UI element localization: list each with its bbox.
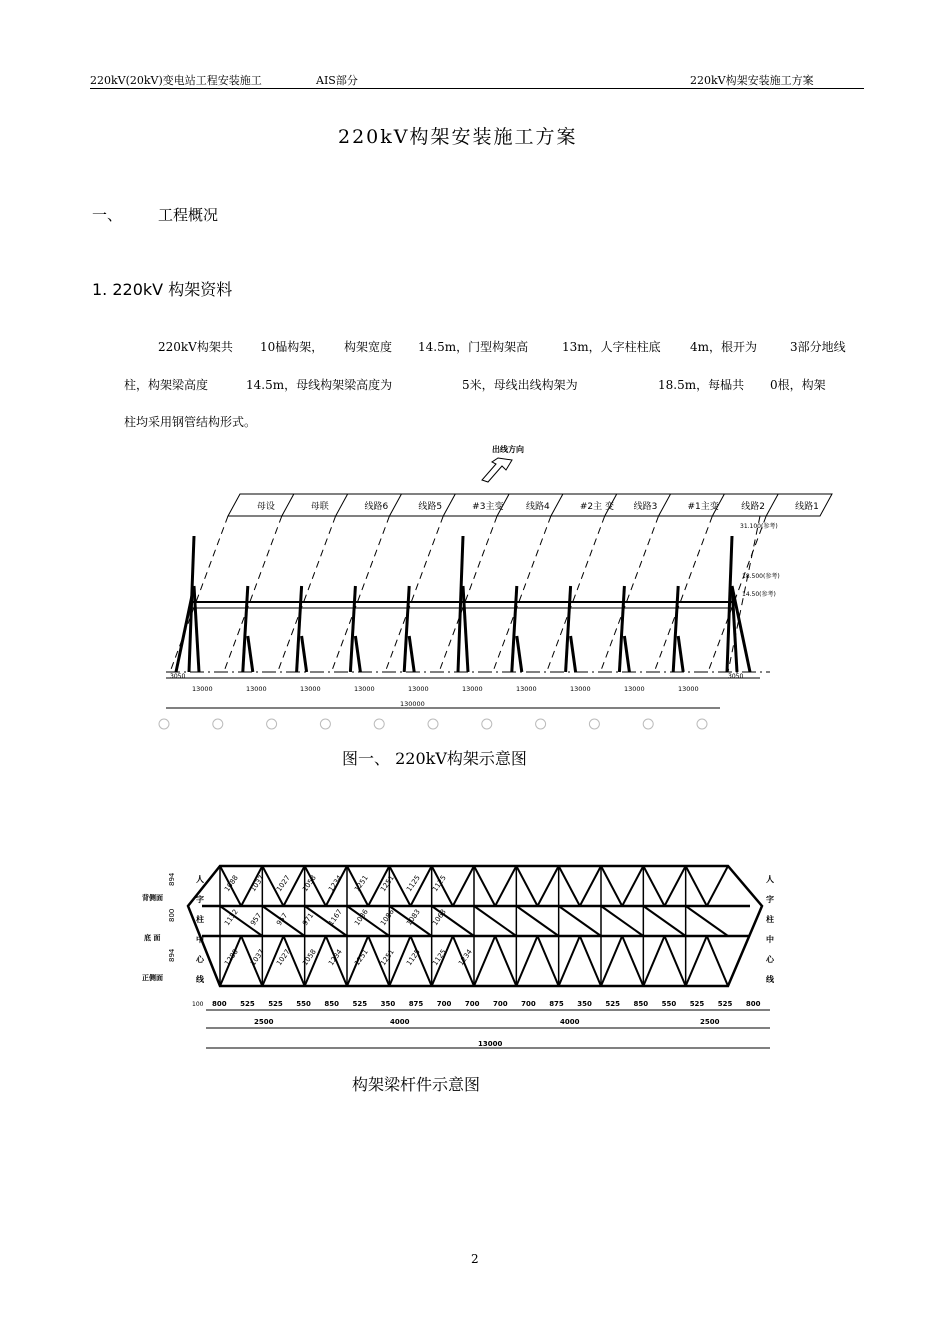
axis-circle [213, 719, 223, 729]
rod-label: 957 [275, 911, 290, 928]
span-label: 13000 [354, 685, 375, 693]
column-leg [512, 586, 517, 672]
skew-line [385, 516, 443, 672]
para-l1-3: 14.5m，门型构架高 [418, 340, 529, 354]
height-label: 800 [168, 908, 176, 922]
rod-label: 1058 [301, 947, 318, 968]
column-leg [194, 586, 199, 672]
section-title: 工程概况 [158, 206, 219, 224]
web-member [474, 866, 495, 906]
bay-label: 线路5 [418, 502, 443, 512]
bay-divider [282, 494, 294, 516]
web-member [707, 936, 728, 986]
rod-label: 1234 [327, 873, 344, 894]
web-member [686, 906, 728, 936]
side-char-left: 柱 [196, 915, 204, 924]
para-l2-0: 柱，构架梁高度 [124, 378, 209, 392]
axis-circle [697, 719, 707, 729]
column-leg [350, 586, 355, 672]
span-label: 13000 [570, 685, 591, 693]
column-leg [517, 636, 522, 672]
web-member [284, 866, 305, 906]
para-l1-5: 4m，根开为 [690, 340, 758, 354]
column-leg [619, 586, 624, 672]
span-label: 13000 [516, 685, 537, 693]
bay-label: #1主变 [687, 502, 719, 512]
segment-label: 550 [296, 1000, 311, 1008]
subsection-title: 1. 220kV 构架资料 [92, 280, 233, 299]
para-l1-4: 13m，人字柱柱底 [562, 340, 661, 354]
rod-label: 1234 [327, 947, 344, 968]
para-l1-6: 3部分地线 [790, 340, 846, 354]
skew-line [224, 516, 282, 672]
rod-label: 1027 [275, 947, 292, 968]
axis-circle [589, 719, 599, 729]
end-dim-right: 3050 [728, 673, 744, 680]
label-back-side: 背侧面 [142, 894, 163, 902]
axis-circle [159, 719, 169, 729]
column-leg [727, 536, 732, 672]
segment-label: 700 [521, 1000, 536, 1008]
side-char-right: 中 [766, 935, 774, 944]
column-leg [463, 586, 468, 672]
side-char-right: 柱 [766, 915, 774, 924]
web-member [538, 936, 559, 986]
span-label: 13000 [192, 685, 213, 693]
web-member [559, 906, 601, 936]
side-char-left: 中 [196, 935, 204, 944]
group-label: 4000 [560, 1018, 580, 1026]
para-l3: 柱均采用钢管结构形式。 [124, 415, 257, 429]
segment-label: 700 [464, 1000, 480, 1008]
group-label: 2500 [254, 1018, 274, 1026]
rod-label: 1063 [431, 907, 448, 928]
bay-label: #2主 变 [579, 502, 614, 512]
para-l2-3: 18.5m，每榀共 [658, 378, 745, 392]
column-leg [458, 536, 463, 672]
rod-label: 1251 [379, 947, 396, 968]
span-label: 13000 [678, 685, 699, 693]
side-char-right: 心 [766, 955, 774, 964]
column-leg [355, 636, 360, 672]
web-member [474, 906, 516, 936]
column-leg [678, 636, 683, 672]
column-leg [571, 636, 576, 672]
rod-label: 1083 [405, 907, 422, 928]
height-label: 894 [168, 948, 176, 962]
section-number: 一、 [92, 206, 123, 224]
column-leg [673, 586, 678, 672]
skew-line [600, 516, 658, 672]
column-leg [243, 586, 248, 672]
column-leg [566, 586, 571, 672]
rod-label: 1288 [223, 947, 240, 968]
side-char-right: 人 [766, 875, 774, 884]
web-member [453, 866, 474, 906]
skew-line [331, 516, 389, 672]
segment-label: 525 [352, 1000, 368, 1008]
rod-label: 1167 [327, 907, 344, 928]
bay-label: 母设 [256, 502, 275, 512]
segment-label: 550 [661, 1000, 677, 1008]
web-member [643, 866, 664, 906]
elev-3: 14.50(参考) [742, 591, 776, 598]
group-label: 2500 [700, 1018, 720, 1026]
bay-divider [336, 494, 348, 516]
web-member [665, 936, 686, 986]
page-title: 220kV构架安装施工方案 [338, 126, 578, 148]
bay-label: 线路2 [741, 502, 766, 512]
bay-divider [659, 494, 671, 516]
web-member [707, 866, 728, 906]
label-front-side: 正侧面 [142, 974, 163, 982]
truss-total: 13000 [478, 1040, 503, 1048]
para-l1-0: 220kV构架共 [158, 340, 233, 354]
web-member [643, 936, 664, 986]
web-member [559, 936, 580, 986]
elev-1: 31.100(参考) [740, 523, 778, 530]
bay-label: 线路3 [633, 502, 658, 512]
axis-circle [428, 719, 438, 729]
segment-label: 525 [268, 1000, 283, 1008]
para-l2-4: 0根，构架 [770, 378, 826, 392]
web-member [474, 936, 495, 986]
direction-label: 出线方向 [492, 445, 524, 454]
para-l2-1: 14.5m，母线构架梁高度为 [246, 378, 393, 392]
skew-line [654, 516, 712, 672]
web-member [580, 936, 601, 986]
side-char-left: 线 [196, 975, 204, 984]
rod-label: 1132 [223, 907, 240, 928]
web-member [516, 906, 558, 936]
para-l1-1: 10榀构架， [260, 340, 324, 354]
label-bottom: 底 面 [144, 934, 161, 942]
span-label: 13000 [408, 685, 429, 693]
column-leg [248, 636, 253, 672]
web-member [495, 866, 516, 906]
skew-line [547, 516, 605, 672]
segment-label: 525 [605, 1000, 621, 1008]
web-member [495, 936, 516, 986]
structure-diagram [150, 436, 850, 736]
end-dim-left: 3050 [170, 673, 186, 680]
skew-line [278, 516, 336, 672]
rod-label: 1125 [431, 873, 448, 894]
group-label: 4000 [390, 1018, 410, 1026]
para-l1-2: 构架宽度 [344, 340, 393, 354]
web-member [516, 936, 537, 986]
web-member [516, 866, 537, 906]
rod-label: 1027 [275, 873, 292, 894]
segment-label: 850 [633, 1000, 649, 1008]
side-char-left: 心 [196, 955, 204, 964]
web-member [686, 936, 707, 986]
side-char-left: 人 [196, 875, 204, 884]
segment-label: 875 [549, 1000, 564, 1008]
elev-2: 18.500(参考) [742, 573, 780, 580]
segment-label: 525 [689, 1000, 705, 1008]
web-member [601, 906, 643, 936]
rod-label: 1037 [249, 873, 266, 894]
rod-label: 1251 [379, 873, 396, 894]
web-member [622, 866, 643, 906]
segment-label: 800 [745, 1000, 761, 1008]
page-number: 2 [471, 1252, 479, 1266]
side-char-right: 字 [766, 895, 774, 904]
bay-divider [766, 494, 778, 516]
span-label: 13000 [462, 685, 483, 693]
bay-label: #3主变 [472, 502, 504, 512]
header-center: AIS部分 [316, 74, 358, 87]
rod-label: 1086 [353, 907, 370, 928]
side-char-left: 字 [196, 895, 204, 904]
column-leg [302, 636, 307, 672]
web-member [665, 866, 686, 906]
axis-circle [267, 719, 277, 729]
side-char-right: 线 [766, 975, 774, 984]
segment-label: 875 [408, 1000, 424, 1008]
web-member [686, 866, 707, 906]
rod-label: 971 [301, 911, 316, 928]
segment-label: 800 [212, 1000, 227, 1008]
bay-divider [389, 494, 401, 516]
bay-label: 线路4 [526, 502, 550, 512]
web-member [622, 936, 643, 986]
rod-label: 1125 [431, 947, 448, 968]
rod-label: 1234 [457, 947, 474, 968]
bay-label: 线路1 [795, 502, 819, 512]
header-right: 220kV构架安装施工方案 [690, 74, 814, 87]
column-leg [297, 586, 302, 672]
rod-label: 957 [249, 911, 264, 928]
axis-circle [643, 719, 653, 729]
axis-circle [374, 719, 384, 729]
segment-label: 350 [577, 1000, 592, 1008]
figure2-caption: 构架梁杆件示意图 [352, 1075, 481, 1094]
web-member [580, 866, 601, 906]
rod-label: 1058 [301, 873, 318, 894]
span-label: 13000 [624, 685, 645, 693]
web-member [601, 866, 622, 906]
web-member [559, 866, 580, 906]
column-leg [404, 586, 409, 672]
skew-line [493, 516, 551, 672]
para-l2-2: 5米，母线出线构架为 [462, 378, 578, 392]
column-leg [624, 636, 629, 672]
rod-label: 1037 [249, 947, 266, 968]
rod-label: 1086 [379, 907, 396, 928]
segment-label: 700 [493, 1000, 508, 1008]
web-member [538, 866, 559, 906]
segment-label: 700 [436, 1000, 452, 1008]
total-span: 130000 [400, 700, 425, 708]
bay-label: 母联 [310, 502, 329, 512]
rod-label: 1251 [353, 947, 370, 968]
bay-divider [443, 494, 455, 516]
segment-label: 525 [717, 1000, 733, 1008]
axis-circle [320, 719, 330, 729]
span-label: 13000 [246, 685, 267, 693]
rod-label: 1251 [353, 873, 370, 894]
web-member [601, 936, 622, 986]
web-member [643, 906, 685, 936]
header-left: 220kV(20kV)变电站工程安装施工 [90, 74, 262, 87]
rod-label: 1088 [223, 873, 240, 894]
axis-circle [482, 719, 492, 729]
height-label: 894 [168, 872, 176, 886]
rod-label: 1125 [405, 947, 422, 968]
column-leg [409, 636, 414, 672]
dim-offset: 100 [192, 1001, 204, 1008]
header-rule [90, 88, 864, 89]
figure1-caption: 图一、 220kV构架示意图 [342, 749, 527, 768]
direction-arrow [482, 458, 512, 482]
rod-label: 1125 [405, 873, 422, 894]
bay-label: 线路6 [364, 502, 389, 512]
segment-label: 525 [240, 1000, 255, 1008]
axis-circle [536, 719, 546, 729]
segment-label: 350 [380, 1000, 396, 1008]
segment-label: 850 [324, 1000, 340, 1008]
bay-divider [551, 494, 563, 516]
span-label: 13000 [300, 685, 321, 693]
truss-diagram [130, 856, 790, 1064]
